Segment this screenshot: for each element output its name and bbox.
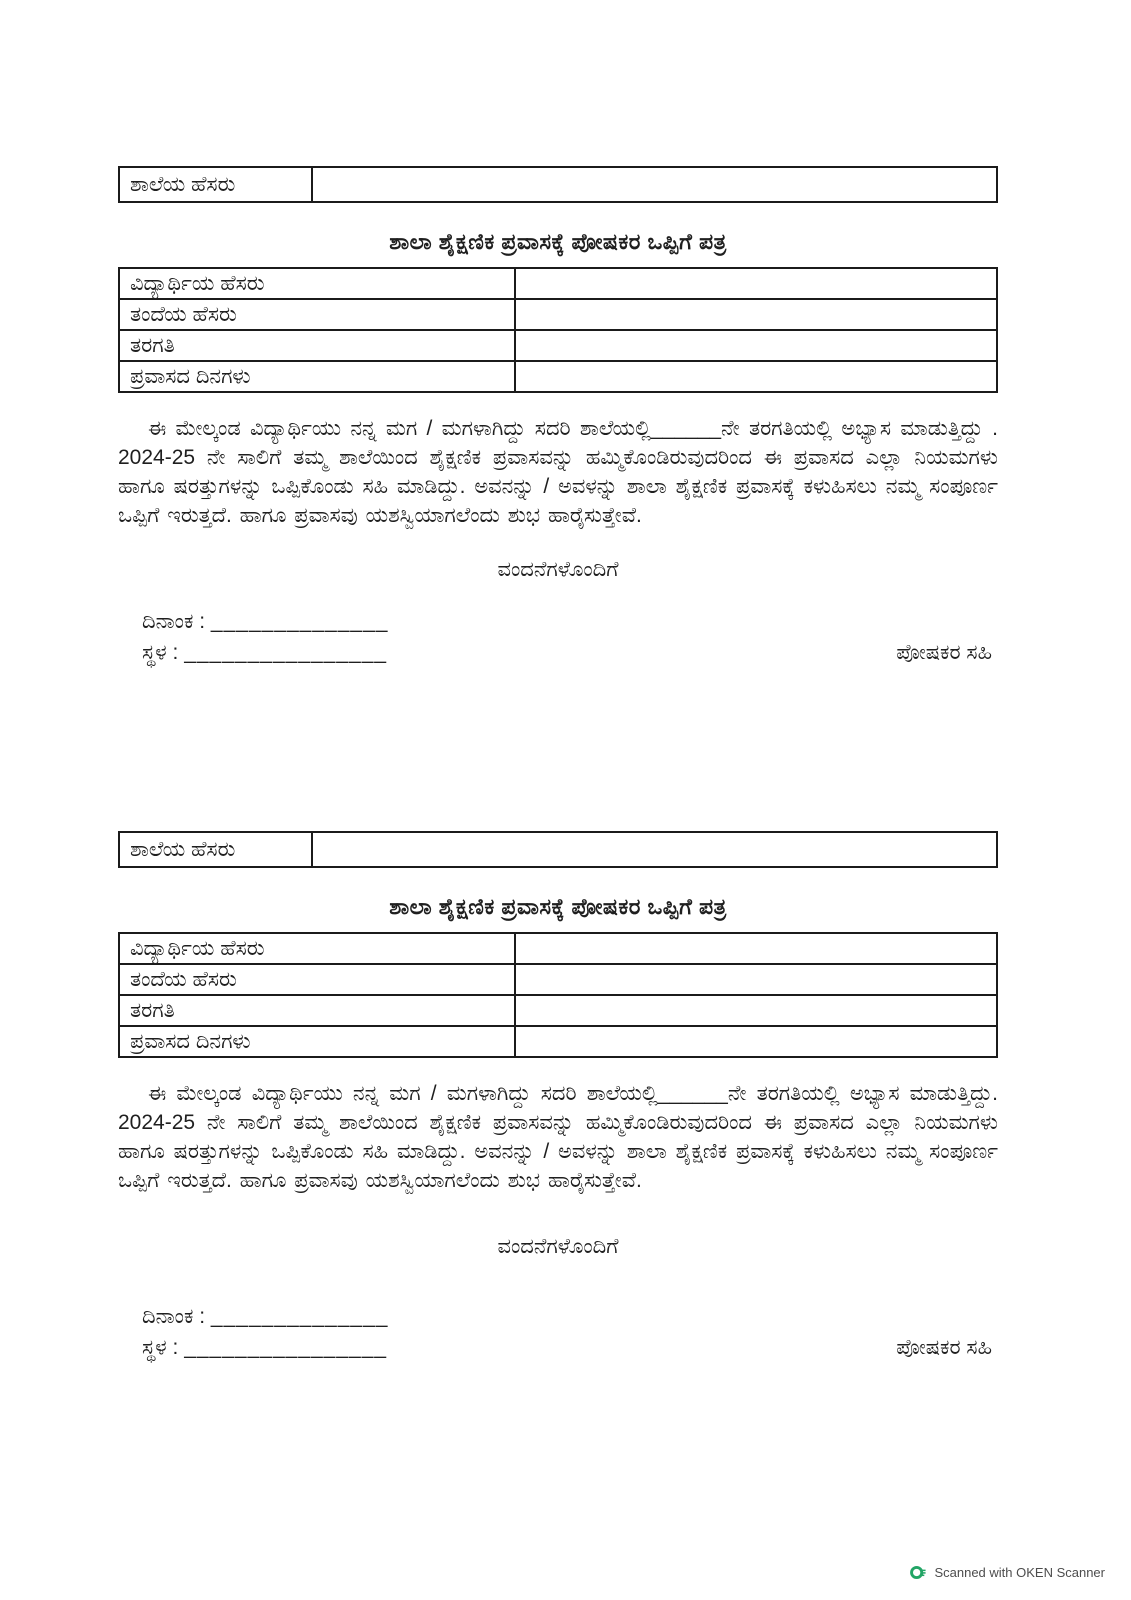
- school-name-value-cell: [313, 168, 996, 201]
- table-row: [120, 1025, 996, 1056]
- student-name-label: ವಿದ್ಯಾರ್ಥಿಯ ಹೆಸರು: [120, 269, 516, 298]
- class-label: ತರಗತಿ: [120, 996, 516, 1025]
- father-name-value-cell: [516, 300, 996, 329]
- school-name-row: [118, 831, 998, 868]
- consent-form-copy-2: [118, 831, 998, 1363]
- consent-form-copy-1: [118, 166, 998, 668]
- date-line: [142, 1301, 998, 1332]
- school-name-row: [118, 166, 998, 203]
- table-row: [120, 994, 996, 1025]
- regards-line: ವಂದನೆಗಳೊಂದಿಗೆ: [497, 558, 619, 581]
- table-row: [120, 360, 996, 391]
- scanner-watermark: [909, 1564, 1105, 1581]
- class-value-cell: [516, 996, 996, 1025]
- scanner-watermark-label: Scanned with OKEN Scanner: [934, 1565, 1105, 1580]
- table-row: [120, 298, 996, 329]
- student-info-table: [118, 267, 998, 393]
- closing-block: [118, 1301, 998, 1363]
- date-label: ದಿನಾಂಕ :: [142, 1305, 206, 1328]
- date-blank: ______________: [210, 1305, 389, 1328]
- oken-scanner-icon: [909, 1564, 926, 1581]
- place-blank: ________________: [184, 1336, 388, 1359]
- trip-days-value-cell: [516, 362, 996, 391]
- class-label: ತರಗತಿ: [120, 331, 516, 360]
- table-row: [120, 269, 996, 298]
- form-title: ಶಾಲಾ ಶೈಕ್ಷಣಿಕ ಪ್ರವಾಸಕ್ಕೆ ಪೋಷಕರ ಒಪ್ಪಿಗೆ ಪತ್ರ: [389, 229, 727, 254]
- table-row: [120, 963, 996, 994]
- trip-days-value-cell: [516, 1027, 996, 1056]
- place-line: [142, 1332, 998, 1363]
- table-row: [120, 934, 996, 963]
- place-blank: ________________: [184, 641, 388, 664]
- place-label: ಸ್ಥಳ :: [142, 1336, 179, 1359]
- class-value-cell: [516, 331, 996, 360]
- student-name-label: ವಿದ್ಯಾರ್ಥಿಯ ಹೆಸರು: [120, 934, 516, 963]
- father-name-label: ತಂದೆಯ ಹೆಸರು: [120, 300, 516, 329]
- student-info-table: [118, 932, 998, 1058]
- date-line: [142, 606, 998, 637]
- date-blank: ______________: [210, 610, 389, 633]
- parent-signature-label: ಪೋಷಕರ ಸಹಿ: [896, 641, 992, 664]
- place-label: ಸ್ಥಳ :: [142, 641, 179, 664]
- school-name-label: ಶಾಲೆಯ ಹೆಸರು: [120, 168, 313, 201]
- trip-days-label: ಪ್ರವಾಸದ ದಿನಗಳು: [120, 1027, 516, 1056]
- form-title: ಶಾಲಾ ಶೈಕ್ಷಣಿಕ ಪ್ರವಾಸಕ್ಕೆ ಪೋಷಕರ ಒಪ್ಪಿಗೆ ಪತ್ರ: [389, 894, 727, 919]
- table-row: [120, 329, 996, 360]
- student-name-value-cell: [516, 934, 996, 963]
- closing-block: [118, 606, 998, 668]
- consent-paragraph: ಈ ಮೇಲ್ಕಂಡ ವಿದ್ಯಾರ್ಥಿಯು ನನ್ನ ಮಗ / ಮಗಳಾಗಿದ್ದು ಸದರಿ ಶಾಲೆಯಲ್ಲಿ______ನೇ ತರಗತಿಯಲ್ಲಿ ಅಭ್ಯಾಸ ಮಾಡುತ್ತಿದ್ದು . 2024-25 ನೇ ಸಾಲಿಗೆ ತಮ್ಮ ಶಾಲೆಯಿಂದ ಶೈಕ್ಷಣಿಕ ಪ್ರವಾಸವನ್ನು ಹಮ್ಮಿಕೊಂಡಿರುವುದರಿಂದ ಈ ಪ್ರವಾಸದ ಎಲ್ಲಾ ನಿಯಮಗಳು ಹಾಗೂ ಷರತ್ತುಗಳನ್ನು ಒಪ್ಪಿಕೊಂಡು ಸಹಿ ಮಾಡಿದ್ದು. ಅವನನ್ನು / ಅವಳನ್ನು ಶಾಲಾ ಶೈಕ್ಷಣಿಕ ಪ್ರವಾಸಕ್ಕೆ ಕಳುಹಿಸಲು ನಮ್ಮ ಸಂಪೂರ್ಣ ಒಪ್ಪಿಗೆ ಇರುತ್ತದೆ. ಹಾಗೂ ಪ್ರವಾಸವು ಯಶಸ್ವಿಯಾಗಲೆಂದು ಶುಭ ಹಾರೈಸುತ್ತೇವೆ.: [118, 417, 998, 527]
- father-name-label: ತಂದೆಯ ಹೆಸರು: [120, 965, 516, 994]
- regards-line: ವಂದನೆಗಳೊಂದಿಗೆ: [497, 1235, 619, 1258]
- school-name-value-cell: [313, 833, 996, 866]
- parent-signature-label: ಪೋಷಕರ ಸಹಿ: [896, 1336, 992, 1359]
- father-name-value-cell: [516, 965, 996, 994]
- place-line: [142, 637, 998, 668]
- consent-paragraph: ಈ ಮೇಲ್ಕಂಡ ವಿದ್ಯಾರ್ಥಿಯು ನನ್ನ ಮಗ / ಮಗಳಾಗಿದ್ದು ಸದರಿ ಶಾಲೆಯಲ್ಲಿ______ನೇ ತರಗತಿಯಲ್ಲಿ ಅಭ್ಯಾಸ ಮಾಡುತ್ತಿದ್ದು. 2024-25 ನೇ ಸಾಲಿಗೆ ತಮ್ಮ ಶಾಲೆಯಿಂದ ಶೈಕ್ಷಣಿಕ ಪ್ರವಾಸವನ್ನು ಹಮ್ಮಿಕೊಂಡಿರುವುದರಿಂದ ಈ ಪ್ರವಾಸದ ಎಲ್ಲಾ ನಿಯಮಗಳು ಹಾಗೂ ಷರತ್ತುಗಳನ್ನು ಒಪ್ಪಿಕೊಂಡು ಸಹಿ ಮಾಡಿದ್ದು. ಅವನನ್ನು / ಅವಳನ್ನು ಶಾಲಾ ಶೈಕ್ಷಣಿಕ ಪ್ರವಾಸಕ್ಕೆ ಕಳುಹಿಸಲು ನಮ್ಮ ಸಂಪೂರ್ಣ ಒಪ್ಪಿಗೆ ಇರುತ್ತದೆ. ಹಾಗೂ ಪ್ರವಾಸವು ಯಶಸ್ವಿಯಾಗಲೆಂದು ಶುಭ ಹಾರೈಸುತ್ತೇವೆ.: [118, 1082, 998, 1192]
- student-name-value-cell: [516, 269, 996, 298]
- trip-days-label: ಪ್ರವಾಸದ ದಿನಗಳು: [120, 362, 516, 391]
- school-name-label: ಶಾಲೆಯ ಹೆಸರು: [120, 833, 313, 866]
- date-label: ದಿನಾಂಕ :: [142, 610, 206, 633]
